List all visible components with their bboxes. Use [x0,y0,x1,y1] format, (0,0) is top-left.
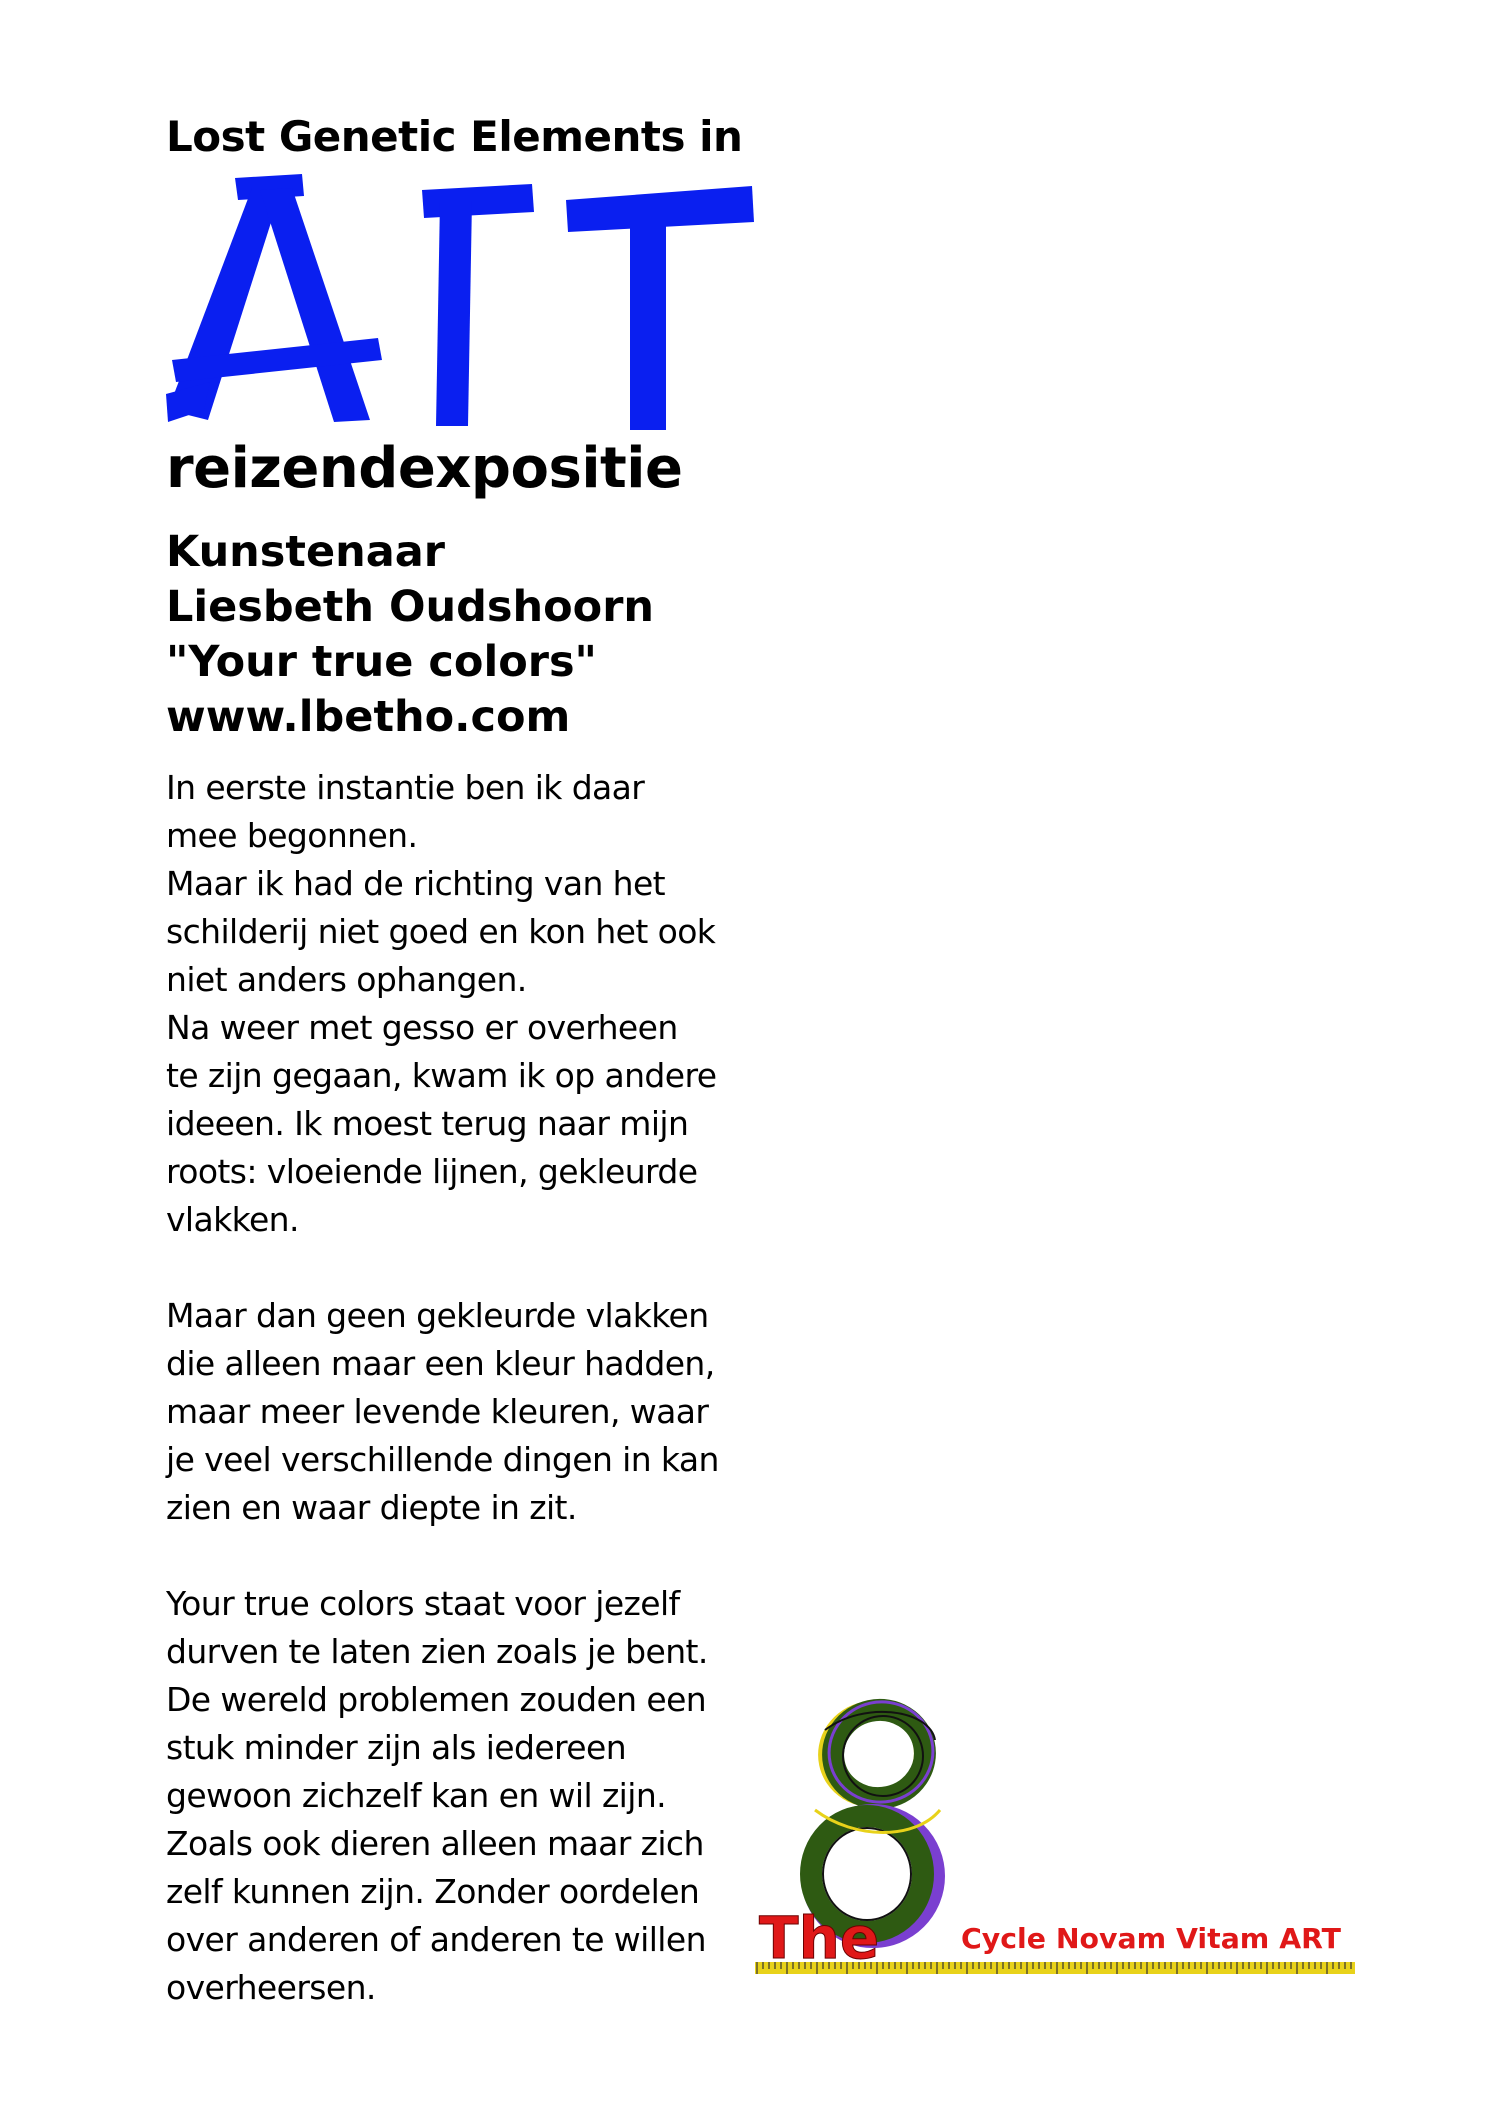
body-line: vlakken. [166,1200,299,1239]
body-line: die alleen maar een kleur hadden, [166,1344,715,1383]
body-line: Zoals ook dieren alleen maar zich [166,1824,704,1863]
body-line: ideeen. Ik moest terug naar mijn [166,1104,689,1143]
body-line: schilderij niet goed en kon het ook [166,912,716,951]
art-logo [160,170,760,440]
body-line: overheersen. [166,1968,376,2007]
credit-website: www.lbetho.com [166,692,571,742]
body-line: Na weer met gesso er overheen [166,1008,678,1047]
credit-artist: Liesbeth Oudshoorn [166,582,655,632]
body-line: Maar ik had de richting van het [166,864,666,903]
body-line: zien en waar diepte in zit. [166,1488,577,1527]
art-logo-text: ART [160,170,162,171]
art-letter-a [166,174,382,422]
body-line: Maar dan geen gekleurde vlakken [166,1296,709,1335]
credit-role: Kunstenaar [166,527,445,577]
art-letter-t [566,186,754,430]
body-line: over anderen of anderen te willen [166,1920,706,1959]
logo-numeral-text: 8 [755,1690,756,1691]
logo-tagline: Cycle Novam Vitam ART [961,1922,1341,1955]
body-line: zelf kunnen zijn. Zonder oordelen [166,1872,700,1911]
art-letter-r [422,184,534,426]
logo-prefix: The [759,1904,880,1972]
body-line: durven te laten zien zoals je bent. [166,1632,708,1671]
body-line: je veel verschillende dingen in kan [166,1440,719,1479]
body-line: maar meer levende kleuren, waar [166,1392,709,1431]
the-8-cycle-logo [755,1690,1375,2020]
body-line: niet anders ophangen. [166,960,527,999]
body-line: De wereld problemen zouden een [166,1680,707,1719]
body-text [166,764,766,2012]
body-line: mee begonnen. [166,816,418,855]
exhibition-subtitle: reizendexpositie [166,436,683,501]
credits-block [166,525,654,745]
body-line: Your true colors staat voor jezelf [166,1584,680,1623]
body-line: roots: vloeiende lijnen, gekleurde [166,1152,698,1191]
body-line: gewoon zichzelf kan en wil zijn. [166,1776,667,1815]
paragraph-spacer [166,1532,766,1580]
body-line: stuk minder zijn als iedereen [166,1728,627,1767]
body-line: In eerste instantie ben ik daar [166,768,645,807]
exhibition-title: Lost Genetic Elements in [166,112,743,161]
body-line: te zijn gegaan, kwam ik op andere [166,1056,717,1095]
paragraph-spacer [166,1244,766,1292]
credit-work-title: "Your true colors" [166,637,597,687]
